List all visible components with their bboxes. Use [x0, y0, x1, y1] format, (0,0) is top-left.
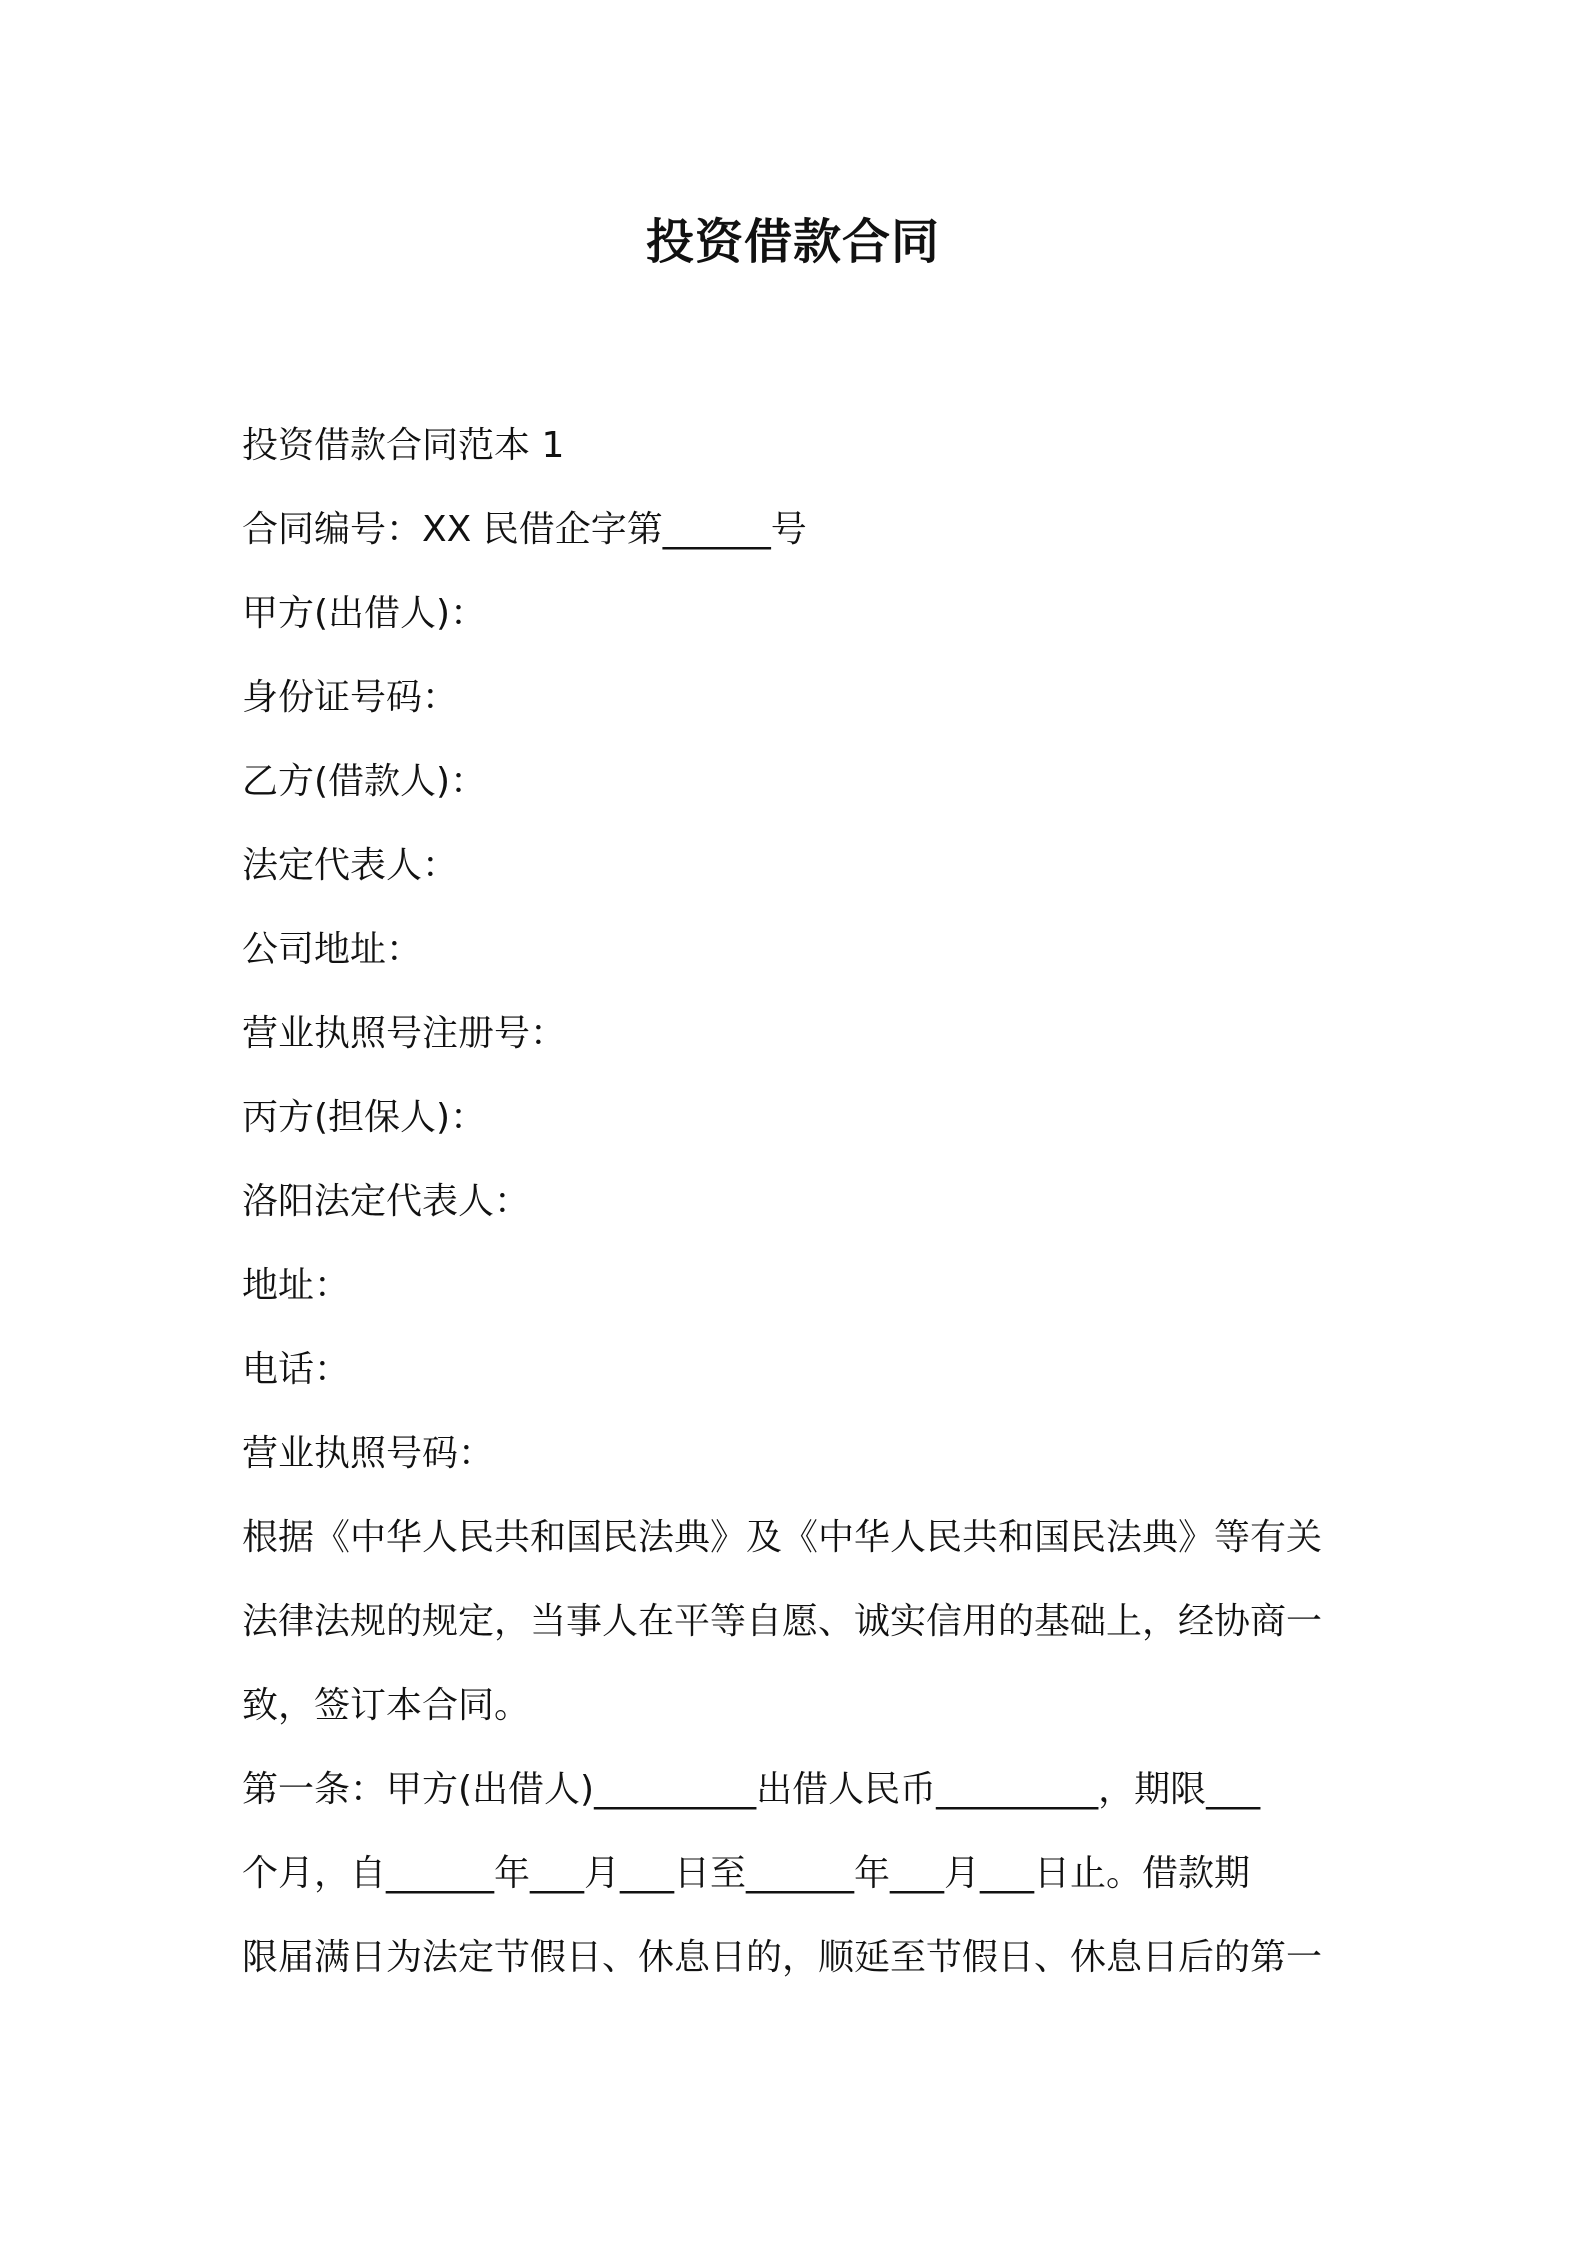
field-business-license-number: 营业执照号码：: [242, 1433, 495, 1474]
field-lender: 甲方(出借人)：: [242, 593, 487, 634]
field-phone: 电话：: [242, 1349, 351, 1390]
article-one-line: 第一条：甲方(出借人)_________出借人民币_________，期限___: [242, 1769, 1261, 1810]
field-legal-representative: 法定代表人：: [242, 845, 459, 886]
article-one-line: 个月，自______年___月___日至______年___月___日止。借款期: [242, 1853, 1251, 1894]
preamble-line: 根据《中华人民共和国民法典》及《中华人民共和国民法典》等有关: [242, 1517, 1323, 1558]
field-id-number: 身份证号码：: [242, 677, 459, 718]
preamble-line: 致，签订本合同。: [242, 1685, 531, 1726]
preamble-paragraph: [242, 1496, 1357, 1748]
article-one-paragraph: [242, 1748, 1357, 2000]
field-borrower: 乙方(借款人)：: [242, 761, 487, 802]
field-luoyang-legal-representative: 洛阳法定代表人：: [242, 1181, 531, 1222]
document-title: 投资借款合同: [645, 214, 940, 270]
contract-number: 合同编号：XX 民借企字第______号: [242, 509, 807, 550]
field-address: 地址：: [242, 1265, 351, 1306]
field-business-license-registration: 营业执照号注册号：: [242, 1013, 567, 1054]
document-body: [242, 404, 1357, 2000]
preamble-line: 法律法规的规定，当事人在平等自愿、诚实信用的基础上，经协商一: [242, 1601, 1323, 1642]
field-company-address: 公司地址：: [242, 929, 423, 970]
article-one-line: 限届满日为法定节假日、休息日的，顺延至节假日、休息日后的第一: [242, 1937, 1323, 1978]
template-subtitle: 投资借款合同范本 1: [242, 425, 565, 466]
field-guarantor: 丙方(担保人)：: [242, 1097, 487, 1138]
